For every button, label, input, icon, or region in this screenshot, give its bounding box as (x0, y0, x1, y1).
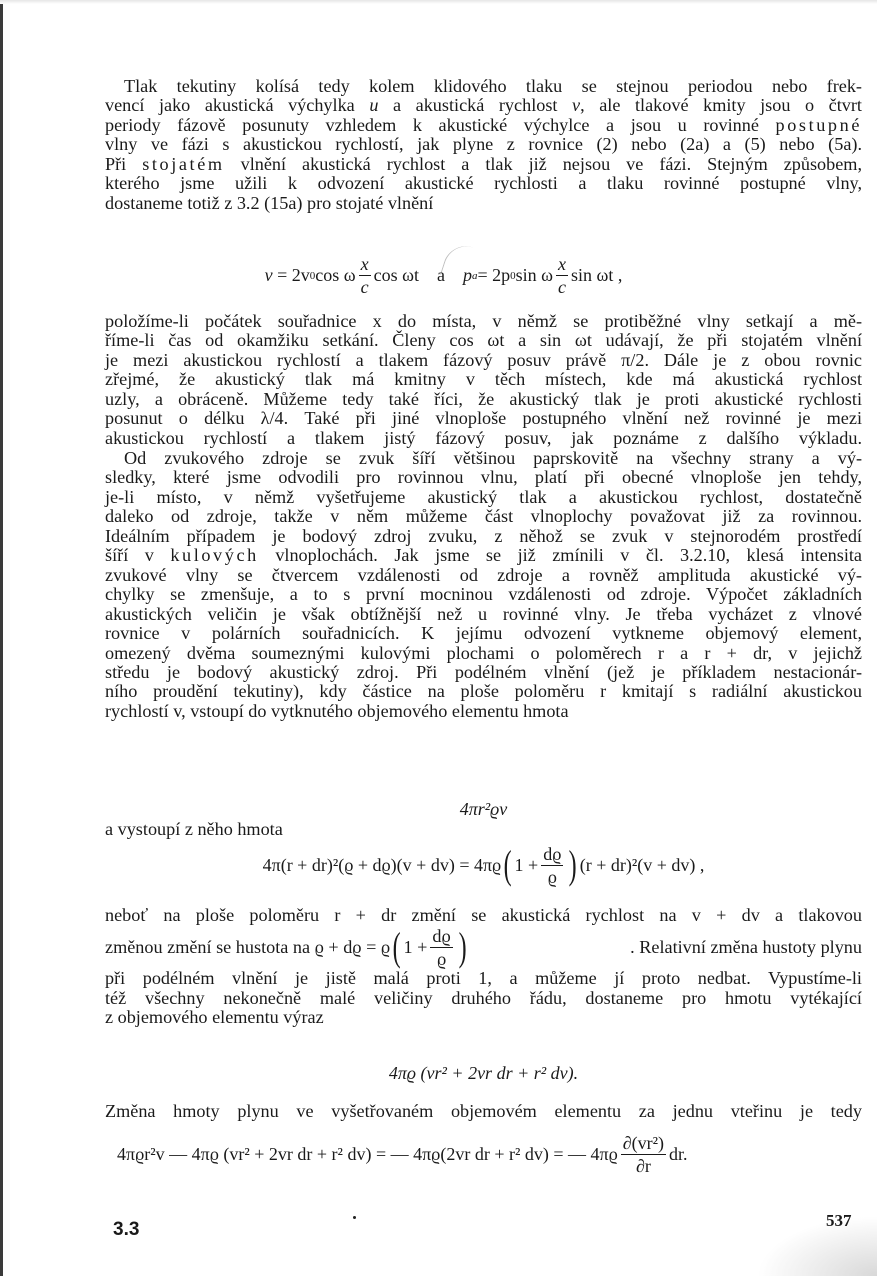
emphasis-spaced: postupné (775, 114, 862, 135)
text-line: posunut o délku λ/4. Také při jiné vlnoploše postupného vlnění než rovinné je mezi (105, 408, 862, 429)
text-line: rychlostí v, vstoupí do vytknutého objemového elementu hmota (105, 700, 569, 721)
fraction: $\frac{x}{c}$ (558, 254, 566, 297)
text-line: Od zvukového zdroje se zvuk šíří většinou paprskovitě na všechny strany a vý- (124, 448, 862, 468)
text-line: z objemového elementu výraz (105, 1007, 324, 1028)
equation-mass-out: 4π(r + dr)²(ϱ + dϱ)(v + dv) = 4πϱ ( 1 + $\frac{dϱ}{ϱ}$ ) (r + dr)²(v + dv) , (262, 842, 705, 887)
paragraph-1 (105, 77, 862, 213)
text-line: při podélném vlnění je jistě malá proti 1, a můžeme jí proto nedbat. Vypustíme-li (105, 968, 862, 989)
text-line: uzly, a obráceně. Můžeme tedy také říci, že akustický tlak je proti akustické rychlosti (105, 388, 862, 409)
text-line: Změna hmoty plynu ve vyšetřovaném objemovém elementu za jednu vteřinu je tedy (105, 1101, 862, 1121)
text-line: Tlak tekutiny kolísá tedy kolem klidového tlaku se stejnou periodou nebo frek- (124, 76, 862, 96)
text-line: položíme-li počátek souřadnice x do místa, v němž se protiběžné vlny setkají a mě- (105, 311, 862, 331)
fraction: $\frac{x}{c}$ (360, 254, 369, 297)
text-line: Při stojatém vlnění akustická rychlost a tlak již nejsou ve fázi. Stejným způsobem, (105, 153, 862, 174)
text-line: je-li místo, v němž vyšetřujeme akustický tlak a akustickou rychlost, dostatečně (105, 486, 862, 507)
text-line: akustickou rychlostí a tlakem jistý fázový posuv, jak poznáme z dalšího výkladu. (105, 427, 862, 448)
text-line: akustických veličin je však obtížnější než u rovinné vlny. Je třeba vycházet z vlnové (105, 603, 862, 624)
text-line: neboť na ploše poloměru r + dr změní se akustická rychlost na v + dv a tlakovou (105, 905, 862, 925)
scan-shadow-corner (757, 1216, 877, 1276)
text-line: omezený dvěma soumeznými kulovými plochami o poloměrech r a r + dr, v jejichž (105, 642, 862, 663)
text-line: vencí jako akustická výchylka u a akustická rychlost v, ale tlakové kmity jsou o čtvrt (105, 95, 862, 116)
text-line: a vystoupí z něho hmota (105, 819, 283, 839)
text-line: šíří v kulových vlnoplochách. Jak jsme se již zmínili v čl. 3.2.10, klesá intensita (105, 545, 862, 566)
text-line: daleko od zdroje, takže v něm můžeme část vlnoplochy považovat již za rovinnou. (105, 506, 862, 527)
text-line: je mezi akustickou rychlostí a tlakem fázový posuv právě π/2. Dále je z obou rovnic (105, 349, 862, 370)
text-line: též všechny nekonečně malé veličiny druhého řádu, dostaneme pro hmotu vytékající (105, 987, 862, 1008)
fraction: $\frac{\text{∂(vr²)}}{\partial r}$ (622, 1132, 665, 1176)
scan-speck (353, 1216, 356, 1219)
text-line: zvukové vlny se čtvercem vzdálenosti od zdroje a rovněž amplituda akustické vý- (105, 564, 862, 585)
section-label: 3.3 (113, 1219, 140, 1240)
text-line: zřejmé, že akustický tlak má kmitny v těch místech, kde má akustická rychlost (105, 369, 862, 390)
emphasis-spaced: kulových (170, 545, 259, 566)
fraction: $\frac{dϱ}{ϱ}$ (432, 925, 451, 969)
paragraph-5 (105, 1102, 862, 1121)
scan-edge-left (0, 0, 3, 1276)
paragraph-4 (105, 906, 862, 1028)
scan-edge-top (0, 0, 877, 4)
text-line: chylky se zmenšuje, a to s první mocninou vzdálenosti od zdroje. Výpočet základních (105, 584, 862, 605)
text-line: ního proudění tekutiny), kdy částice na ploše poloměru r kmitají s radiální akustickou (105, 681, 862, 702)
equation-standing-wave: v = 2v 0 cos ω $\frac{x}{c}$ cos ωt a p a = 2p 0 sin ω $\frac{x}{c}$ sin ωt , (264, 254, 623, 297)
text-line: sledky, které jsme odvodili pro rovinnou vlnu, platí při obecné vlnoploše jen tehdy, (105, 467, 862, 488)
text-line: Ideálním případem je bodový zdroj zvuku, z něhož se zvuk v stejnorodém prostředí (105, 525, 862, 546)
text-line: kterého jsme užili k odvození akustické rychlosti a tlaku rovinné postupné vlny, (105, 173, 862, 194)
paragraph-3 (105, 449, 862, 721)
text-line: vlny ve fázi s akustickou rychlostí, jak plyne z rovnice (2) nebo (2a) a (5) nebo (5a). (105, 134, 862, 155)
equation-mass-change: 4πϱr²v — 4πϱ (vr² + 2vr dr + r² dv) = — 4πϱ(2vr dr + r² dv) = — 4πϱ $\frac{\text{∂(vr²)}}{\partial r}$ dr. (117, 1132, 688, 1176)
paragraph-2 (105, 312, 862, 448)
text-line: periody fázově posunuty vzhledem k akustické výchylce a jsou u rovinné postupné (105, 114, 862, 135)
text-line: rovnice v polárních souřadnicích. K jejímu odvození vytkneme objemový element, (105, 623, 862, 644)
text-line: dostaneme totiž z 3.2 (15a) pro stojaté vlnění (105, 192, 434, 213)
text-line: středu je bodový akustický zdroj. Při podélném vlnění (jež je příkladem nestacionár- (105, 661, 862, 682)
equation-mass-in: 4πr²ϱv (459, 799, 508, 819)
text-line: říme-li čas od okamžiku setkání. Členy cos ωt a sin ωt udávají, že při stojatém vlnění (105, 330, 862, 351)
text-line: změnou změní se hustota na ϱ + dϱ = ϱ ( 1 + $\frac{dϱ}{ϱ}$ ) . Relativní změna hustoty plynu (105, 924, 862, 970)
fraction: $\frac{dϱ}{ϱ}$ (543, 843, 562, 887)
page-number: 537 (826, 1211, 852, 1230)
emphasis-spaced: stojatém (142, 153, 225, 174)
equation-mass-outflow: 4πϱ (vr² + 2vr dr + r² dv). (388, 1063, 579, 1083)
